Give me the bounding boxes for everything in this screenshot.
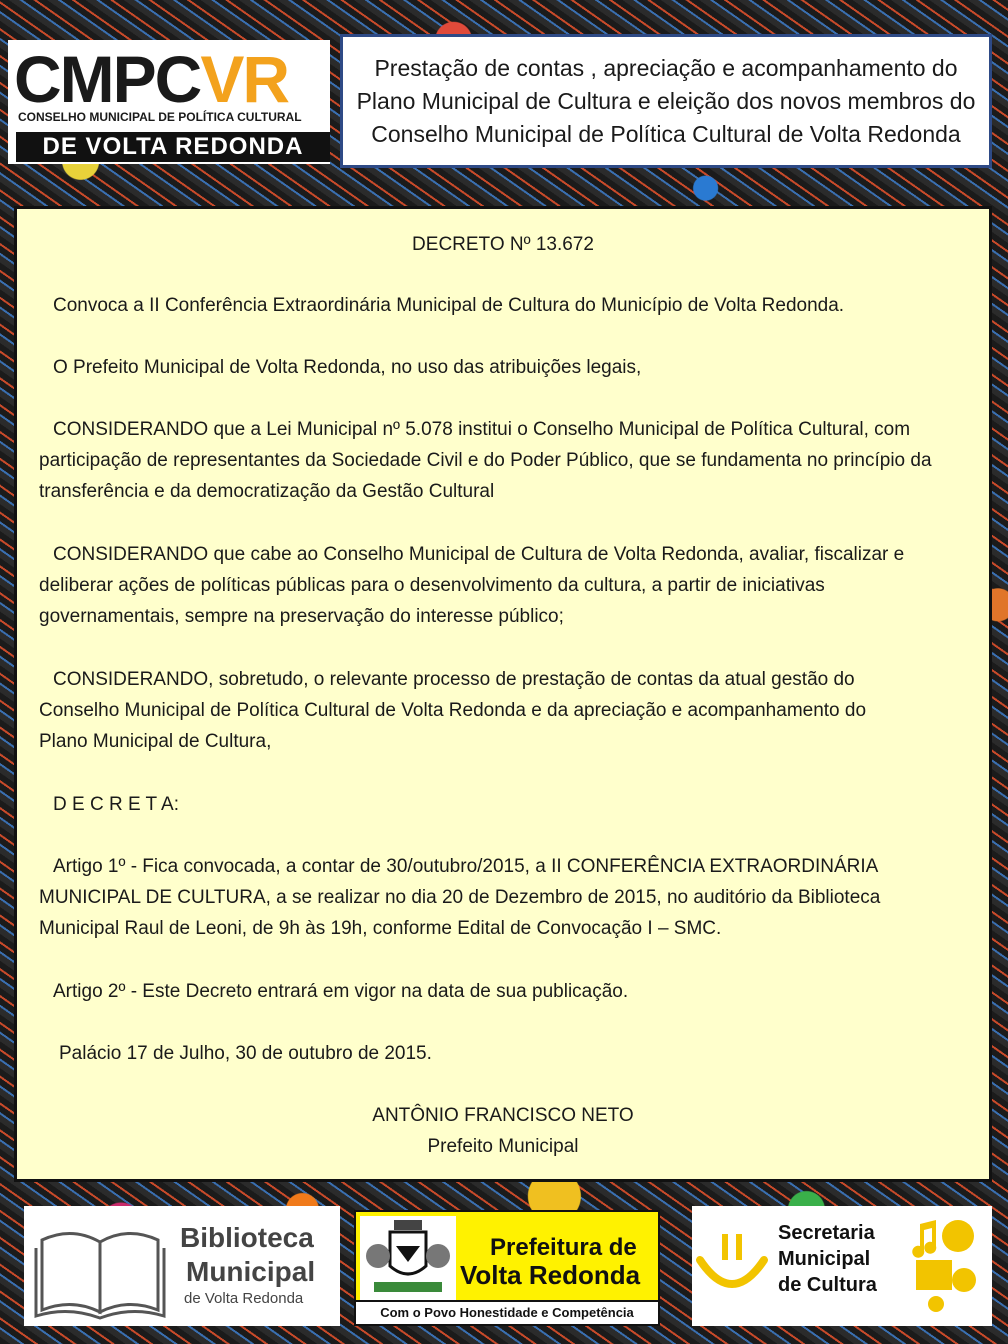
prefeitura-slogan: Com o Povo Honestidade e Competência	[356, 1300, 658, 1324]
logo-subtitle: CONSELHO MUNICIPAL DE POLÍTICA CULTURAL	[18, 110, 302, 124]
header-box	[340, 34, 992, 168]
cmpcvr-logo	[8, 40, 330, 164]
decree-preamble: O Prefeito Municipal de Volta Redonda, no uso das atribuições legais,	[53, 357, 642, 378]
prefeitura-line1: Prefeitura de	[490, 1234, 637, 1261]
biblioteca-logo	[24, 1206, 340, 1326]
secretaria-line1: Secretaria	[778, 1222, 875, 1244]
signatory-title: Prefeito Municipal	[427, 1136, 579, 1157]
decree-panel	[14, 206, 992, 1182]
signatory-name: ANTÔNIO FRANCISCO NETO	[372, 1105, 634, 1126]
place-date: Palácio 17 de Julho, 30 de outubro de 2015.	[59, 1043, 432, 1064]
secretaria-line2: Municipal	[778, 1248, 871, 1270]
vr-text: VR	[200, 42, 289, 116]
decree-summary: Convoca a II Conferência Extraordinária Municipal de Cultura do Município de Volta Redonda.	[53, 295, 845, 316]
prefeitura-logo	[354, 1210, 660, 1326]
arts-icons	[906, 1214, 986, 1314]
cmpc-text: CMPC	[14, 42, 201, 116]
prefeitura-line2: Volta Redonda	[460, 1260, 641, 1290]
considerando-3: CONSIDERANDO, sobretudo, o relevante processo de prestação de contas da atual gestão do Conselho Municipal de Política Cultural de Volta Redonda e da apreciação e acompanhamento do Plano Municipal de Cultura,	[39, 669, 867, 752]
decreta-heading: D E C R E T A:	[53, 794, 180, 815]
secretaria-logo	[692, 1206, 992, 1326]
decree-number: DECRETO Nº 13.672	[412, 234, 594, 255]
artigo-2: Artigo 2º - Este Decreto entrará em vigor na data de sua publicação.	[53, 981, 629, 1002]
artigo-1: Artigo 1º - Fica convocada, a contar de 30/outubro/2015, a II CONFERÊNCIA EXTRAORDINÁRIA MUNICIPAL DE CULTURA, a se realizar no dia 20 de Dezembro de 2015, no auditório da Biblioteca Municipal Raul de Leoni, de 9h às 19h, conforme Edital de Convocação I – SMC.	[39, 856, 881, 939]
biblioteca-line1: Biblioteca	[180, 1222, 314, 1253]
open-book-icon	[32, 1212, 172, 1322]
smile-icon	[694, 1230, 774, 1300]
biblioteca-line3: de Volta Redonda	[184, 1290, 304, 1307]
header-title: Prestação de contas , apreciação e acompanhamento do Plano Municipal de Cultura e eleição dos novos membros do Conselho Municipal de Política Cultural de Volta Redonda	[356, 54, 976, 147]
biblioteca-line2: Municipal	[186, 1256, 316, 1287]
considerando-1: CONSIDERANDO que a Lei Municipal nº 5.078 institui o Conselho Municipal de Política Cultural, com participação de representantes da Sociedade Civil e do Poder Público, que se fundamenta no princípio da transferência e da democratização da Gestão Cultural	[39, 419, 932, 502]
cmpcvr-wordmark	[14, 42, 288, 116]
logo-city: DE VOLTA REDONDA	[16, 132, 330, 162]
secretaria-line3: de Cultura	[778, 1274, 877, 1296]
considerando-2: CONSIDERANDO que cabe ao Conselho Municipal de Cultura de Volta Redonda, avaliar, fiscalizar e deliberar ações de políticas públicas para o desenvolvimento da cultura, a partir de iniciativas governamentais, sempre na preservação do interesse público;	[39, 544, 905, 627]
city-crest-icon	[360, 1216, 456, 1300]
